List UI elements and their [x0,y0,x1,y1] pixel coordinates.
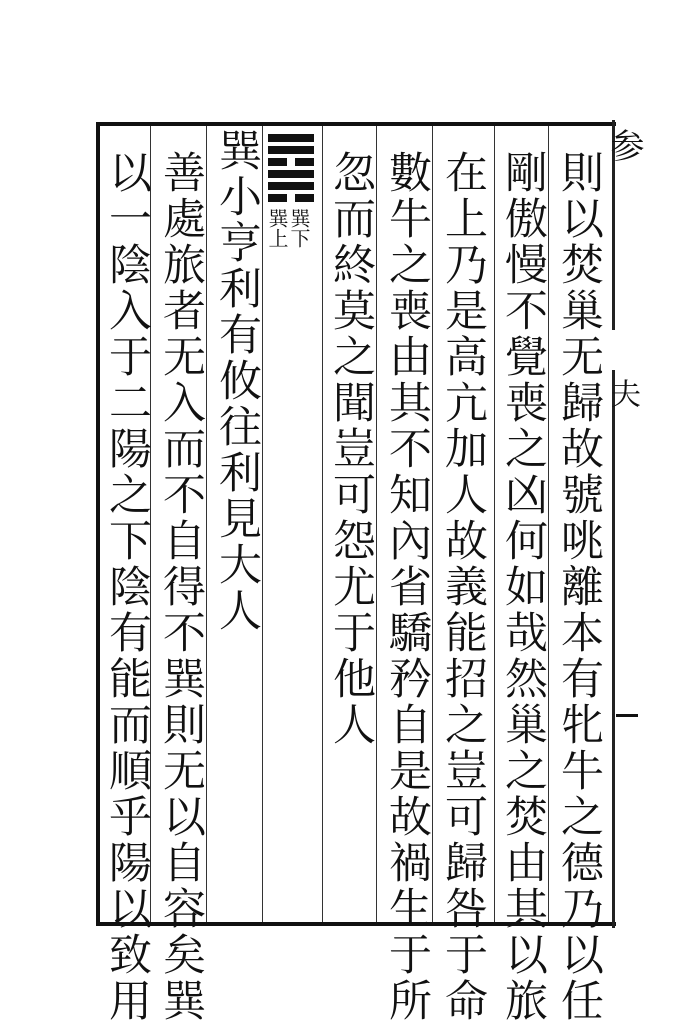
hexagram-line [268,146,314,154]
page-fold-edge [612,120,615,928]
text-column-1: 則以焚巢无歸故號咷離本有牝牛之德乃以任 [554,150,604,1024]
text-column-5: 忽而終莫之聞豈可怨尤于他人 [326,150,376,748]
frame-top-border [96,122,616,126]
margin-mid-mark: 夫 [605,378,640,408]
text-column-2: 剛傲慢不覺喪之凶何如哉然巢之焚由其以旅 [498,150,548,1024]
hexagram-caption-lower: 巽上 [265,208,289,248]
hexagram-line [268,194,314,202]
hexagram-line [268,158,314,166]
column-rule [322,126,323,922]
text-column-7: 善處旅者无入而不自得不巽則无以自容矣巽 [156,150,206,1024]
text-column-8: 以一陰入于二陽之下陰有能而順乎陽以致用 [102,150,152,1024]
hexagram-line [268,170,314,178]
hexagram-symbol [268,134,314,206]
text-column-3: 在上乃是高亢加人故義能招之豈可歸咎于命 [438,150,488,1024]
hexagram-caption-upper: 巽下 [287,208,311,248]
hexagram-line [268,182,314,190]
hexagram-line [268,134,314,142]
text-column-6: 巽小亨利有攸往利見大人 [212,128,262,634]
margin-top-mark: 参 [604,128,644,162]
column-rule [494,126,495,922]
text-column-4: 數牛之喪由其不知內省驕矜自是故禍生于所 [382,150,432,1024]
margin-tick [616,714,638,717]
